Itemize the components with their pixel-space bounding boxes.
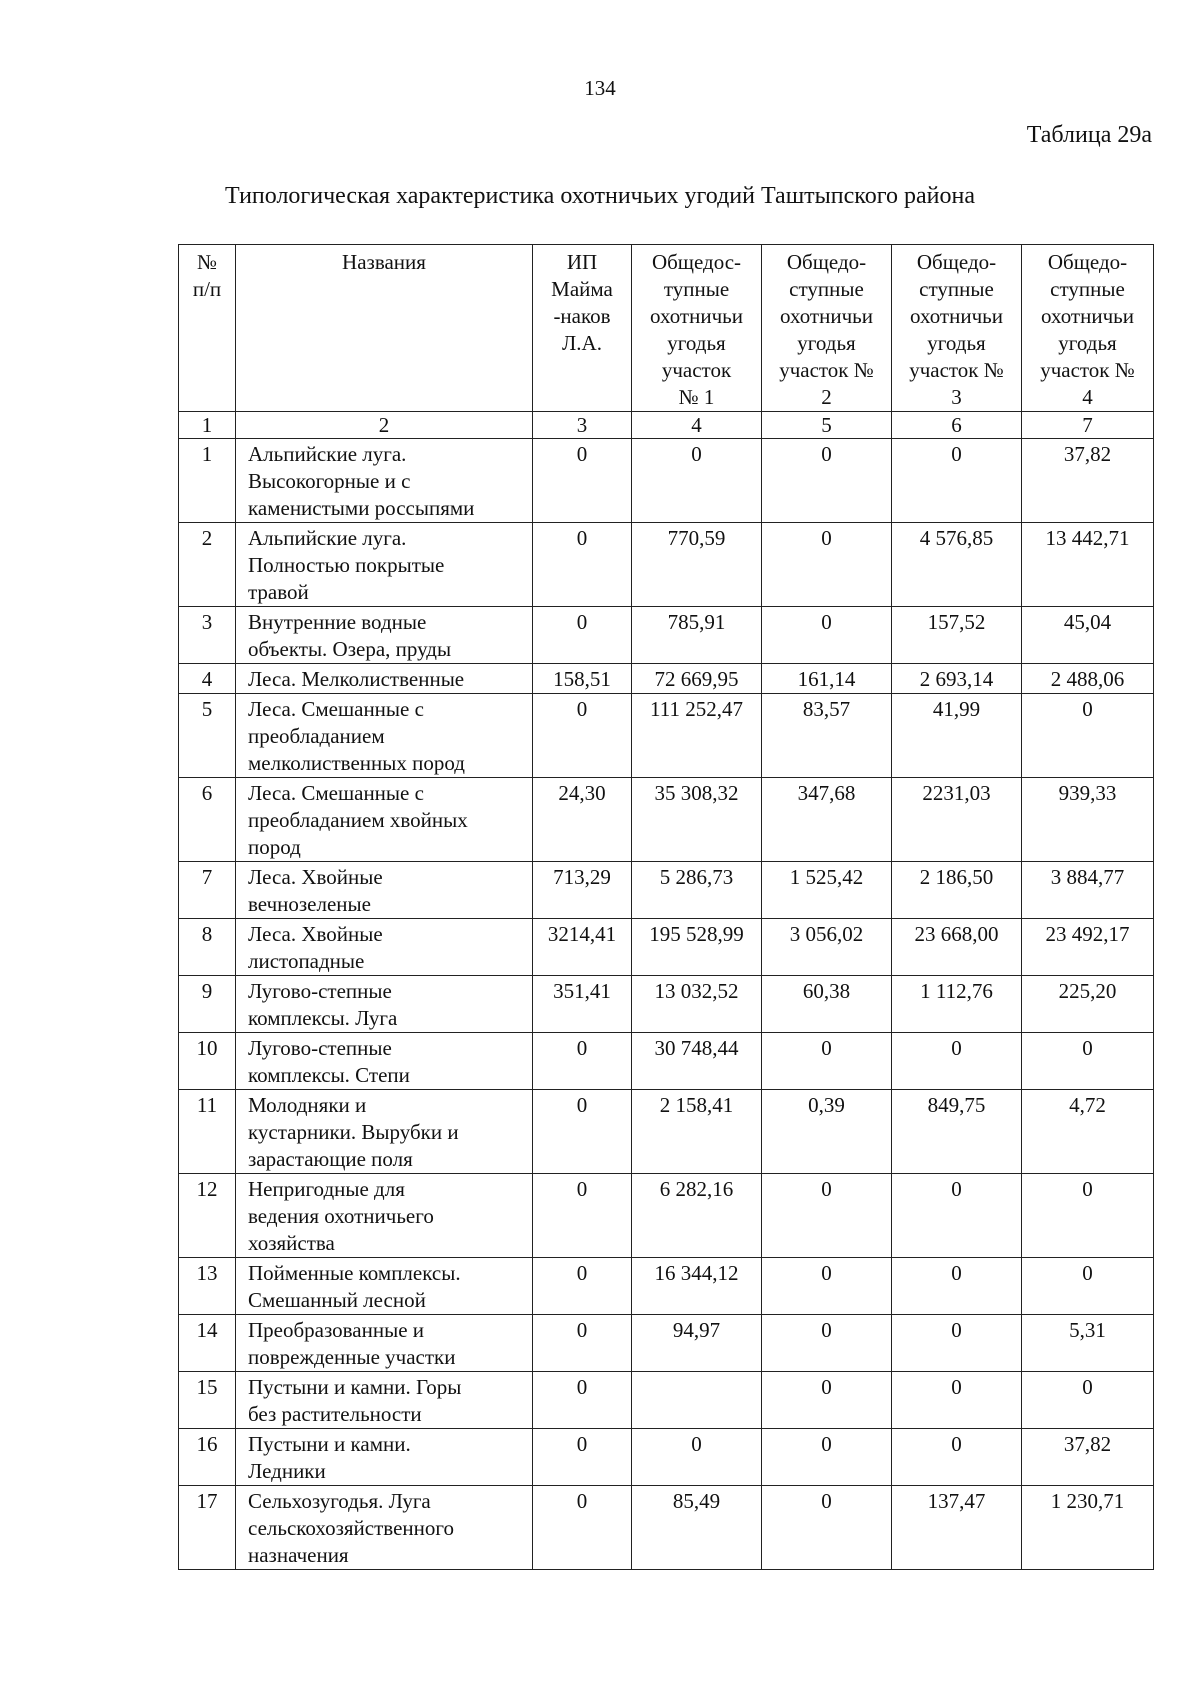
value-cell: 0 bbox=[762, 1486, 892, 1570]
cell-line: сельскохозяйственного bbox=[248, 1516, 454, 1540]
value-cell: 35 308,32 bbox=[632, 778, 762, 862]
column-number: 2 bbox=[236, 412, 533, 439]
cell-line: Альпийские луга. bbox=[248, 442, 407, 466]
cell-line: Пойменные комплексы. bbox=[248, 1261, 461, 1285]
value-cell: 45,04 bbox=[1022, 607, 1154, 664]
value-cell: 4,72 bbox=[1022, 1090, 1154, 1174]
row-number: 4 bbox=[179, 664, 236, 694]
value-cell: 2 488,06 bbox=[1022, 664, 1154, 694]
cell-line: Леса. Хвойные bbox=[248, 865, 383, 889]
cell-line: Полностью покрытые bbox=[248, 553, 445, 577]
cell-line: поврежденные участки bbox=[248, 1345, 456, 1369]
row-name bbox=[236, 607, 533, 664]
value-cell: 0 bbox=[533, 1090, 632, 1174]
cell-line: Внутренние водные bbox=[248, 610, 427, 634]
table-row bbox=[179, 1258, 1154, 1315]
value-cell: 4 576,85 bbox=[892, 523, 1022, 607]
value-cell: 0 bbox=[1022, 1033, 1154, 1090]
cell-line: охотничьи bbox=[910, 304, 1003, 328]
cell-line: Общедо- bbox=[916, 250, 997, 274]
value-cell: 2 186,50 bbox=[892, 862, 1022, 919]
value-cell: 351,41 bbox=[533, 976, 632, 1033]
cell-line: № bbox=[196, 250, 218, 274]
row-number: 10 bbox=[179, 1033, 236, 1090]
value-cell: 41,99 bbox=[892, 694, 1022, 778]
cell-line: охотничьи bbox=[1041, 304, 1134, 328]
row-name bbox=[236, 1174, 533, 1258]
cell-line: без растительности bbox=[248, 1402, 422, 1426]
cell-line: ступные bbox=[789, 277, 864, 301]
value-cell: 3 056,02 bbox=[762, 919, 892, 976]
cell-line: листопадные bbox=[248, 949, 365, 973]
column-number: 7 bbox=[1022, 412, 1154, 439]
value-cell: 0 bbox=[892, 1258, 1022, 1315]
cell-line: участок № bbox=[909, 358, 1004, 382]
value-cell: 13 032,52 bbox=[632, 976, 762, 1033]
table-row bbox=[179, 1090, 1154, 1174]
row-number: 2 bbox=[179, 523, 236, 607]
value-cell: 347,68 bbox=[762, 778, 892, 862]
cell-line: Леса. Хвойные bbox=[248, 922, 383, 946]
value-cell: 0 bbox=[762, 1258, 892, 1315]
row-name bbox=[236, 919, 533, 976]
value-cell: 0 bbox=[762, 1429, 892, 1486]
cell-line: Леса. Смешанные с bbox=[248, 697, 424, 721]
table-row bbox=[179, 607, 1154, 664]
cell-line: Ледники bbox=[248, 1459, 326, 1483]
value-cell: 6 282,16 bbox=[632, 1174, 762, 1258]
cell-line: Майма bbox=[551, 277, 613, 301]
cell-line: Леса. Мелколиственные bbox=[248, 667, 465, 691]
row-name bbox=[236, 862, 533, 919]
cell-line: 2 bbox=[821, 385, 832, 409]
row-name bbox=[236, 1315, 533, 1372]
row-number: 16 bbox=[179, 1429, 236, 1486]
value-cell: 23 492,17 bbox=[1022, 919, 1154, 976]
cell-line: преобладанием bbox=[248, 724, 385, 748]
value-cell: 23 668,00 bbox=[892, 919, 1022, 976]
value-cell: 0 bbox=[632, 439, 762, 523]
row-name bbox=[236, 1090, 533, 1174]
column-number: 1 bbox=[179, 412, 236, 439]
cell-line: Общедо- bbox=[786, 250, 867, 274]
value-cell: 13 442,71 bbox=[1022, 523, 1154, 607]
value-cell: 0 bbox=[533, 1258, 632, 1315]
value-cell: 0 bbox=[1022, 1258, 1154, 1315]
table-row bbox=[179, 1372, 1154, 1429]
cell-line: охотничьи bbox=[650, 304, 743, 328]
value-cell: 0 bbox=[1022, 1372, 1154, 1429]
table-body bbox=[179, 439, 1154, 1570]
cell-line: Общедо- bbox=[1047, 250, 1128, 274]
cell-line: Лугово-степные bbox=[248, 979, 392, 1003]
column-header bbox=[1022, 245, 1154, 412]
value-cell: 0 bbox=[533, 523, 632, 607]
cell-line: зарастающие поля bbox=[248, 1147, 413, 1171]
row-name bbox=[236, 439, 533, 523]
row-number: 12 bbox=[179, 1174, 236, 1258]
value-cell: 0 bbox=[892, 1429, 1022, 1486]
cell-line: Преобразованные и bbox=[248, 1318, 425, 1342]
value-cell: 0 bbox=[632, 1429, 762, 1486]
value-cell: 0 bbox=[762, 1315, 892, 1372]
row-name bbox=[236, 1258, 533, 1315]
row-name bbox=[236, 1033, 533, 1090]
cell-line: 4 bbox=[1082, 385, 1093, 409]
cell-line: объекты. Озера, пруды bbox=[248, 637, 452, 661]
row-number: 5 bbox=[179, 694, 236, 778]
value-cell: 2231,03 bbox=[892, 778, 1022, 862]
value-cell: 0 bbox=[533, 439, 632, 523]
table-row bbox=[179, 1315, 1154, 1372]
header-row bbox=[179, 245, 1154, 412]
value-cell: 16 344,12 bbox=[632, 1258, 762, 1315]
value-cell: 770,59 bbox=[632, 523, 762, 607]
table-row bbox=[179, 1429, 1154, 1486]
value-cell: 3 884,77 bbox=[1022, 862, 1154, 919]
value-cell: 0 bbox=[762, 439, 892, 523]
column-number: 3 bbox=[533, 412, 632, 439]
value-cell: 2 158,41 bbox=[632, 1090, 762, 1174]
column-number: 4 bbox=[632, 412, 762, 439]
row-number: 1 bbox=[179, 439, 236, 523]
cell-line: участок № bbox=[1040, 358, 1135, 382]
value-cell: 939,33 bbox=[1022, 778, 1154, 862]
table-row bbox=[179, 664, 1154, 694]
table-row bbox=[179, 1486, 1154, 1570]
value-cell: 0 bbox=[1022, 1174, 1154, 1258]
cell-line: Высокогорные и с bbox=[248, 469, 411, 493]
row-number: 7 bbox=[179, 862, 236, 919]
value-cell: 0 bbox=[762, 1372, 892, 1429]
cell-line: п/п bbox=[192, 277, 222, 301]
cell-line: Смешанный лесной bbox=[248, 1288, 426, 1312]
cell-line: каменистыми россыпями bbox=[248, 496, 475, 520]
value-cell: 161,14 bbox=[762, 664, 892, 694]
value-cell: 60,38 bbox=[762, 976, 892, 1033]
cell-line: ведения охотничьего bbox=[248, 1204, 434, 1228]
cell-line: Общедос- bbox=[651, 250, 742, 274]
cell-line: угодья bbox=[797, 331, 856, 355]
value-cell: 195 528,99 bbox=[632, 919, 762, 976]
value-cell: 0 bbox=[533, 694, 632, 778]
cell-line: участок № bbox=[779, 358, 874, 382]
cell-line: кустарники. Вырубки и bbox=[248, 1120, 459, 1144]
cell-line: Леса. Смешанные с bbox=[248, 781, 424, 805]
table-row bbox=[179, 694, 1154, 778]
cell-line: охотничьи bbox=[780, 304, 873, 328]
value-cell: 0 bbox=[533, 1315, 632, 1372]
value-cell: 0 bbox=[892, 1174, 1022, 1258]
cell-line: травой bbox=[248, 580, 309, 604]
value-cell: 0 bbox=[892, 1033, 1022, 1090]
cell-line: комплексы. Луга bbox=[248, 1006, 398, 1030]
cell-line: ИП bbox=[566, 250, 598, 274]
column-header bbox=[762, 245, 892, 412]
table-label: Таблица 29а bbox=[1026, 122, 1152, 148]
value-cell: 72 669,95 bbox=[632, 664, 762, 694]
cell-line: Названия bbox=[342, 250, 426, 274]
value-cell: 0 bbox=[892, 1315, 1022, 1372]
cell-line: угодья bbox=[927, 331, 986, 355]
row-number: 13 bbox=[179, 1258, 236, 1315]
value-cell: 0 bbox=[533, 607, 632, 664]
table-row bbox=[179, 1033, 1154, 1090]
cell-line: назначения bbox=[248, 1543, 349, 1567]
value-cell: 0 bbox=[762, 607, 892, 664]
table-row bbox=[179, 439, 1154, 523]
row-name bbox=[236, 523, 533, 607]
cell-line: Пустыни и камни. Горы bbox=[248, 1375, 462, 1399]
value-cell: 37,82 bbox=[1022, 439, 1154, 523]
value-cell: 0 bbox=[533, 1486, 632, 1570]
cell-line: Молодняки и bbox=[248, 1093, 367, 1117]
value-cell: 157,52 bbox=[892, 607, 1022, 664]
row-name bbox=[236, 1429, 533, 1486]
value-cell: 111 252,47 bbox=[632, 694, 762, 778]
value-cell: 785,91 bbox=[632, 607, 762, 664]
cell-line: Пустыни и камни. bbox=[248, 1432, 411, 1456]
value-cell: 137,47 bbox=[892, 1486, 1022, 1570]
column-header bbox=[632, 245, 762, 412]
row-number: 17 bbox=[179, 1486, 236, 1570]
table-row bbox=[179, 862, 1154, 919]
value-cell: 3214,41 bbox=[533, 919, 632, 976]
table-row bbox=[179, 523, 1154, 607]
cell-line: комплексы. Степи bbox=[248, 1063, 410, 1087]
row-name bbox=[236, 778, 533, 862]
value-cell: 225,20 bbox=[1022, 976, 1154, 1033]
cell-line: Альпийские луга. bbox=[248, 526, 407, 550]
value-cell: 85,49 bbox=[632, 1486, 762, 1570]
column-header bbox=[892, 245, 1022, 412]
row-number: 3 bbox=[179, 607, 236, 664]
row-name bbox=[236, 694, 533, 778]
value-cell: 0 bbox=[533, 1033, 632, 1090]
row-number: 6 bbox=[179, 778, 236, 862]
cell-line: Непригодные для bbox=[248, 1177, 405, 1201]
row-number: 9 bbox=[179, 976, 236, 1033]
cell-line: -наков bbox=[553, 304, 611, 328]
document-title: Типологическая характеристика охотничьих угодий Таштыпского района bbox=[225, 183, 975, 209]
table-row bbox=[179, 1174, 1154, 1258]
column-header bbox=[179, 245, 236, 412]
value-cell: 37,82 bbox=[1022, 1429, 1154, 1486]
value-cell: 0 bbox=[762, 1174, 892, 1258]
value-cell: 5,31 bbox=[1022, 1315, 1154, 1372]
typology-table bbox=[178, 244, 1154, 1570]
value-cell: 0 bbox=[533, 1372, 632, 1429]
value-cell: 0 bbox=[1022, 694, 1154, 778]
row-number: 15 bbox=[179, 1372, 236, 1429]
value-cell: 24,30 bbox=[533, 778, 632, 862]
cell-line: Л.А. bbox=[562, 331, 602, 355]
row-number: 11 bbox=[179, 1090, 236, 1174]
value-cell: 0 bbox=[762, 523, 892, 607]
value-cell: 5 286,73 bbox=[632, 862, 762, 919]
value-cell: 713,29 bbox=[533, 862, 632, 919]
value-cell: 0 bbox=[892, 439, 1022, 523]
cell-line: ступные bbox=[1050, 277, 1125, 301]
value-cell: 849,75 bbox=[892, 1090, 1022, 1174]
value-cell bbox=[632, 1372, 762, 1429]
value-cell: 1 112,76 bbox=[892, 976, 1022, 1033]
value-cell: 0 bbox=[533, 1174, 632, 1258]
table-row bbox=[179, 919, 1154, 976]
column-header bbox=[236, 245, 533, 412]
cell-line: № 1 bbox=[678, 385, 715, 409]
column-number: 5 bbox=[762, 412, 892, 439]
row-name bbox=[236, 976, 533, 1033]
cell-line: 3 bbox=[951, 385, 962, 409]
table-row bbox=[179, 778, 1154, 862]
cell-line: мелколиственных пород bbox=[248, 751, 465, 775]
cell-line: пород bbox=[248, 835, 301, 859]
cell-line: Сельхозугодья. Луга bbox=[248, 1489, 431, 1513]
value-cell: 2 693,14 bbox=[892, 664, 1022, 694]
column-number-row bbox=[179, 412, 1154, 439]
value-cell: 0 bbox=[892, 1372, 1022, 1429]
column-header bbox=[533, 245, 632, 412]
value-cell: 0 bbox=[533, 1429, 632, 1486]
value-cell: 1 525,42 bbox=[762, 862, 892, 919]
cell-line: угодья bbox=[667, 331, 726, 355]
cell-line: тупные bbox=[663, 277, 730, 301]
value-cell: 83,57 bbox=[762, 694, 892, 778]
cell-line: ступные bbox=[919, 277, 994, 301]
cell-line: участок bbox=[661, 358, 732, 382]
value-cell: 0 bbox=[762, 1033, 892, 1090]
cell-line: угодья bbox=[1058, 331, 1117, 355]
cell-line: вечнозеленые bbox=[248, 892, 371, 916]
row-number: 8 bbox=[179, 919, 236, 976]
page-number: 134 bbox=[584, 76, 616, 100]
cell-line: преобладанием хвойных bbox=[248, 808, 468, 832]
value-cell: 1 230,71 bbox=[1022, 1486, 1154, 1570]
table-row bbox=[179, 976, 1154, 1033]
cell-line: хозяйства bbox=[248, 1231, 335, 1255]
value-cell: 94,97 bbox=[632, 1315, 762, 1372]
row-number: 14 bbox=[179, 1315, 236, 1372]
column-number: 6 bbox=[892, 412, 1022, 439]
cell-line: Лугово-степные bbox=[248, 1036, 392, 1060]
row-name bbox=[236, 664, 533, 694]
value-cell: 158,51 bbox=[533, 664, 632, 694]
row-name bbox=[236, 1486, 533, 1570]
row-name bbox=[236, 1372, 533, 1429]
value-cell: 30 748,44 bbox=[632, 1033, 762, 1090]
value-cell: 0,39 bbox=[762, 1090, 892, 1174]
